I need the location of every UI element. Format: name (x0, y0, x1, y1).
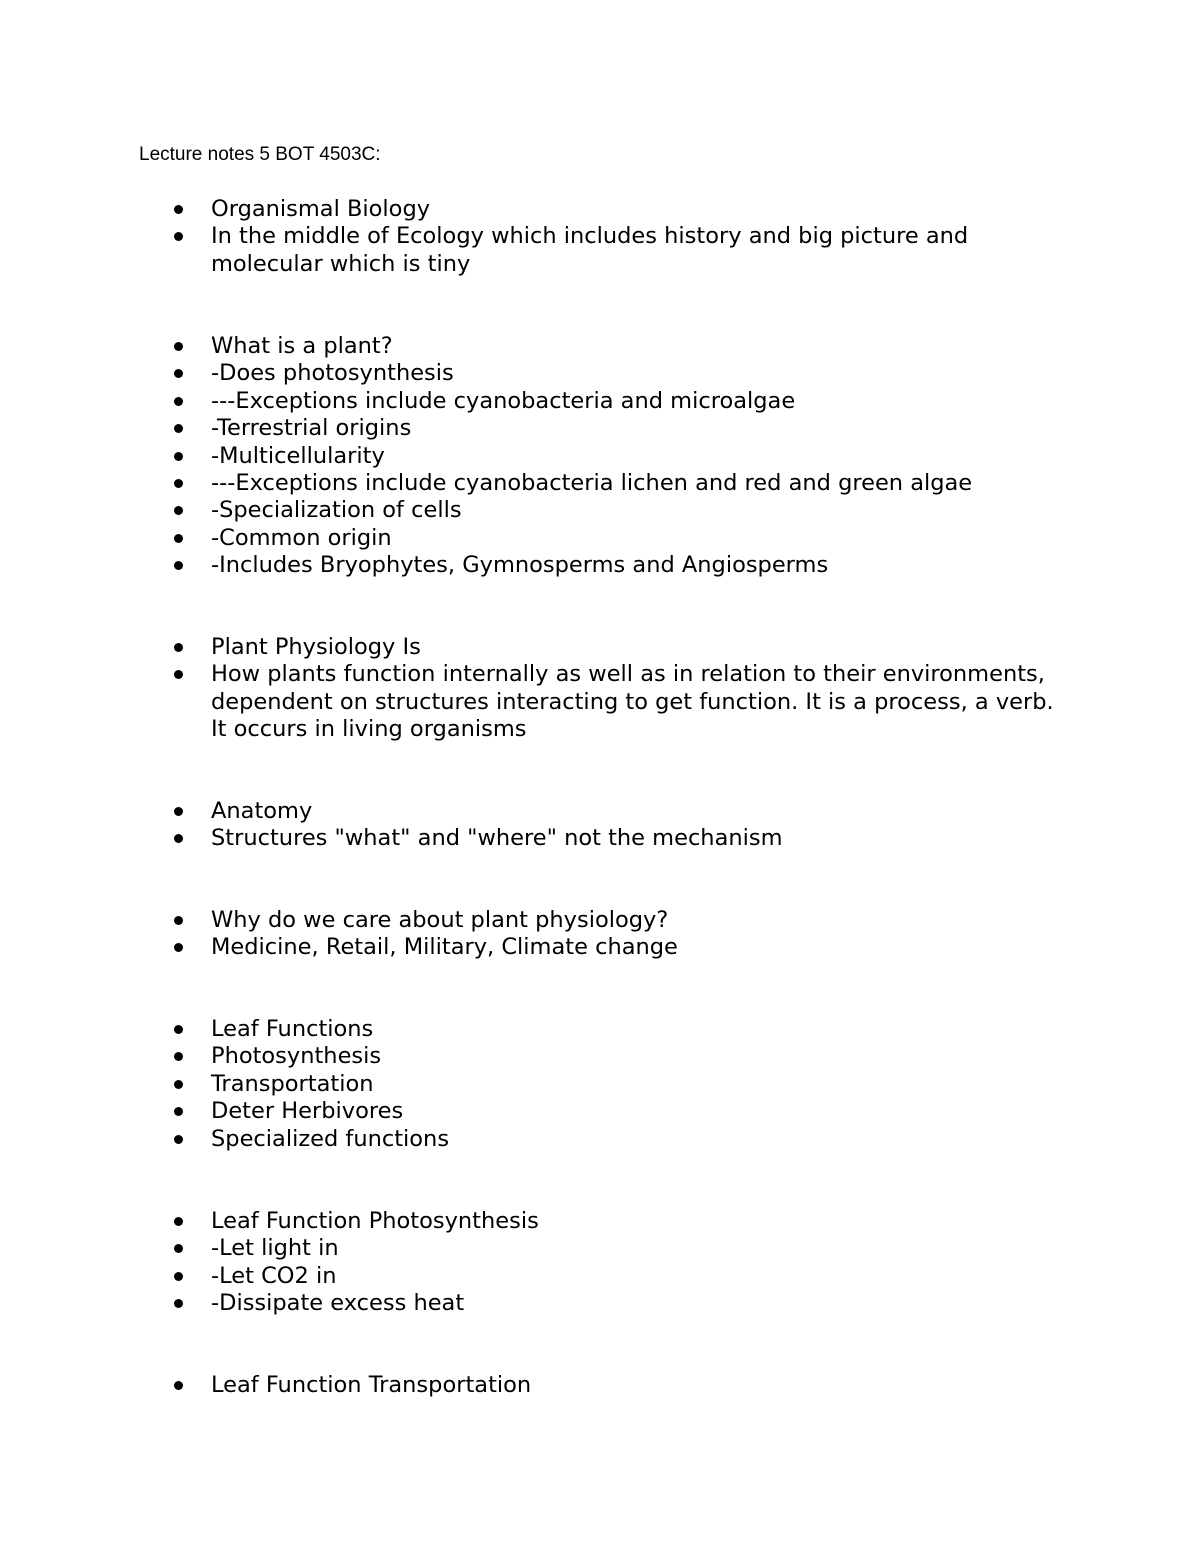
bullet-icon (174, 452, 183, 461)
list-item-text: What is a plant? (211, 333, 393, 359)
bullet-icon (174, 424, 183, 433)
bullet-icon (174, 916, 183, 925)
document-title: Lecture notes 5 BOT 4503C: (139, 144, 381, 165)
bullet-icon (174, 479, 183, 488)
list-item (0, 1071, 1071, 1098)
list-item (0, 223, 1011, 278)
bullet-icon (174, 232, 183, 241)
bullet-icon (174, 643, 183, 652)
list-item-text: -Let CO2 in (211, 1262, 337, 1289)
list-item-text: -Terrestrial origins (211, 415, 412, 442)
list-item (0, 934, 1071, 961)
list-item-text: Why do we care about plant physiology? (211, 907, 669, 933)
list-item (0, 907, 1071, 934)
bullet-icon (174, 1272, 183, 1281)
bullet-icon (174, 807, 183, 816)
list-item (0, 1016, 1071, 1043)
notes-section-why-care (0, 907, 1071, 962)
list-item-text: Plant Physiology Is (211, 634, 421, 660)
list-item-text: -Includes Bryophytes, Gymnosperms and Angiosperms (211, 552, 829, 579)
list-item (0, 415, 1071, 442)
bullet-icon (174, 834, 183, 843)
bullet-icon (174, 1217, 183, 1226)
notes-section-leaf-function-transportation (0, 1372, 1071, 1399)
list-item (0, 497, 1071, 524)
list-item-text: ---Exceptions include cyanobacteria and microalgae (211, 387, 796, 414)
bullet-icon (174, 506, 183, 515)
notes-section-leaf-functions (0, 1016, 1071, 1153)
bullet-icon (174, 1135, 183, 1144)
list-item (0, 1126, 1071, 1153)
list-item-text: -Dissipate excess heat (211, 1290, 465, 1317)
list-item (0, 1208, 1071, 1235)
list-item (0, 443, 1071, 470)
list-item-text: Organismal Biology (211, 196, 431, 222)
list-item-text: -Does photosynthesis (211, 360, 454, 387)
bullet-icon (174, 342, 183, 351)
notes-section-organismal-biology (0, 196, 1071, 278)
list-item (0, 360, 1071, 387)
list-item-text: Specialized functions (211, 1125, 450, 1152)
list-item-text: Medicine, Retail, Military, Climate change (211, 934, 678, 961)
list-item (0, 1235, 1071, 1262)
list-item-text: Photosynthesis (211, 1043, 382, 1070)
list-item-text: -Common origin (211, 524, 392, 551)
list-item-text: How plants function internally as well as in relation to their environments, dependent on structures interacting to get function. It is a process, a verb. It occurs in living organisms (211, 661, 1054, 743)
bullet-icon (174, 397, 183, 406)
list-item (0, 634, 1071, 661)
bullet-icon (174, 1381, 183, 1390)
notes-section-anatomy (0, 798, 1071, 853)
list-item (0, 1372, 1071, 1399)
bullet-icon (174, 369, 183, 378)
list-item (0, 196, 1071, 223)
list-item (0, 798, 1071, 825)
bullet-icon (174, 561, 183, 570)
list-item (0, 1263, 1071, 1290)
bullet-icon (174, 1025, 183, 1034)
bullet-icon (174, 943, 183, 952)
list-item-text: Leaf Function Transportation (211, 1372, 532, 1398)
list-item-text: -Let light in (211, 1235, 339, 1262)
list-item-text: Transportation (211, 1070, 374, 1097)
list-item-text: ---Exceptions include cyanobacteria lichen and red and green algae (211, 470, 973, 497)
bullet-icon (174, 1080, 183, 1089)
bullet-icon (174, 205, 183, 214)
bullet-icon (174, 1052, 183, 1061)
list-item (0, 661, 1061, 743)
list-item (0, 388, 1071, 415)
notes-section-leaf-function-photosynthesis (0, 1208, 1071, 1318)
list-item (0, 1290, 1071, 1317)
list-item-text: -Multicellularity (211, 442, 385, 469)
notes-section-what-is-a-plant (0, 333, 1071, 580)
list-item (0, 333, 1071, 360)
list-item (0, 825, 1071, 852)
bullet-icon (174, 1244, 183, 1253)
list-item-text: -Specialization of cells (211, 497, 462, 524)
list-item (0, 552, 1071, 579)
list-item-text: Structures "what" and "where" not the mechanism (211, 825, 783, 852)
list-item-text: Deter Herbivores (211, 1098, 404, 1125)
notes-section-plant-physiology (0, 634, 1071, 744)
list-item (0, 1043, 1071, 1070)
bullet-icon (174, 1299, 183, 1308)
bullet-icon (174, 1107, 183, 1116)
list-item (0, 1098, 1071, 1125)
list-item-text: Anatomy (211, 798, 313, 824)
list-item (0, 470, 1071, 497)
bullet-icon (174, 534, 183, 543)
list-item-text: Leaf Functions (211, 1016, 374, 1042)
list-item (0, 525, 1071, 552)
list-item-text: In the middle of Ecology which includes history and big picture and molecular which is tiny (211, 223, 969, 277)
bullet-icon (174, 670, 183, 679)
list-item-text: Leaf Function Photosynthesis (211, 1208, 539, 1234)
